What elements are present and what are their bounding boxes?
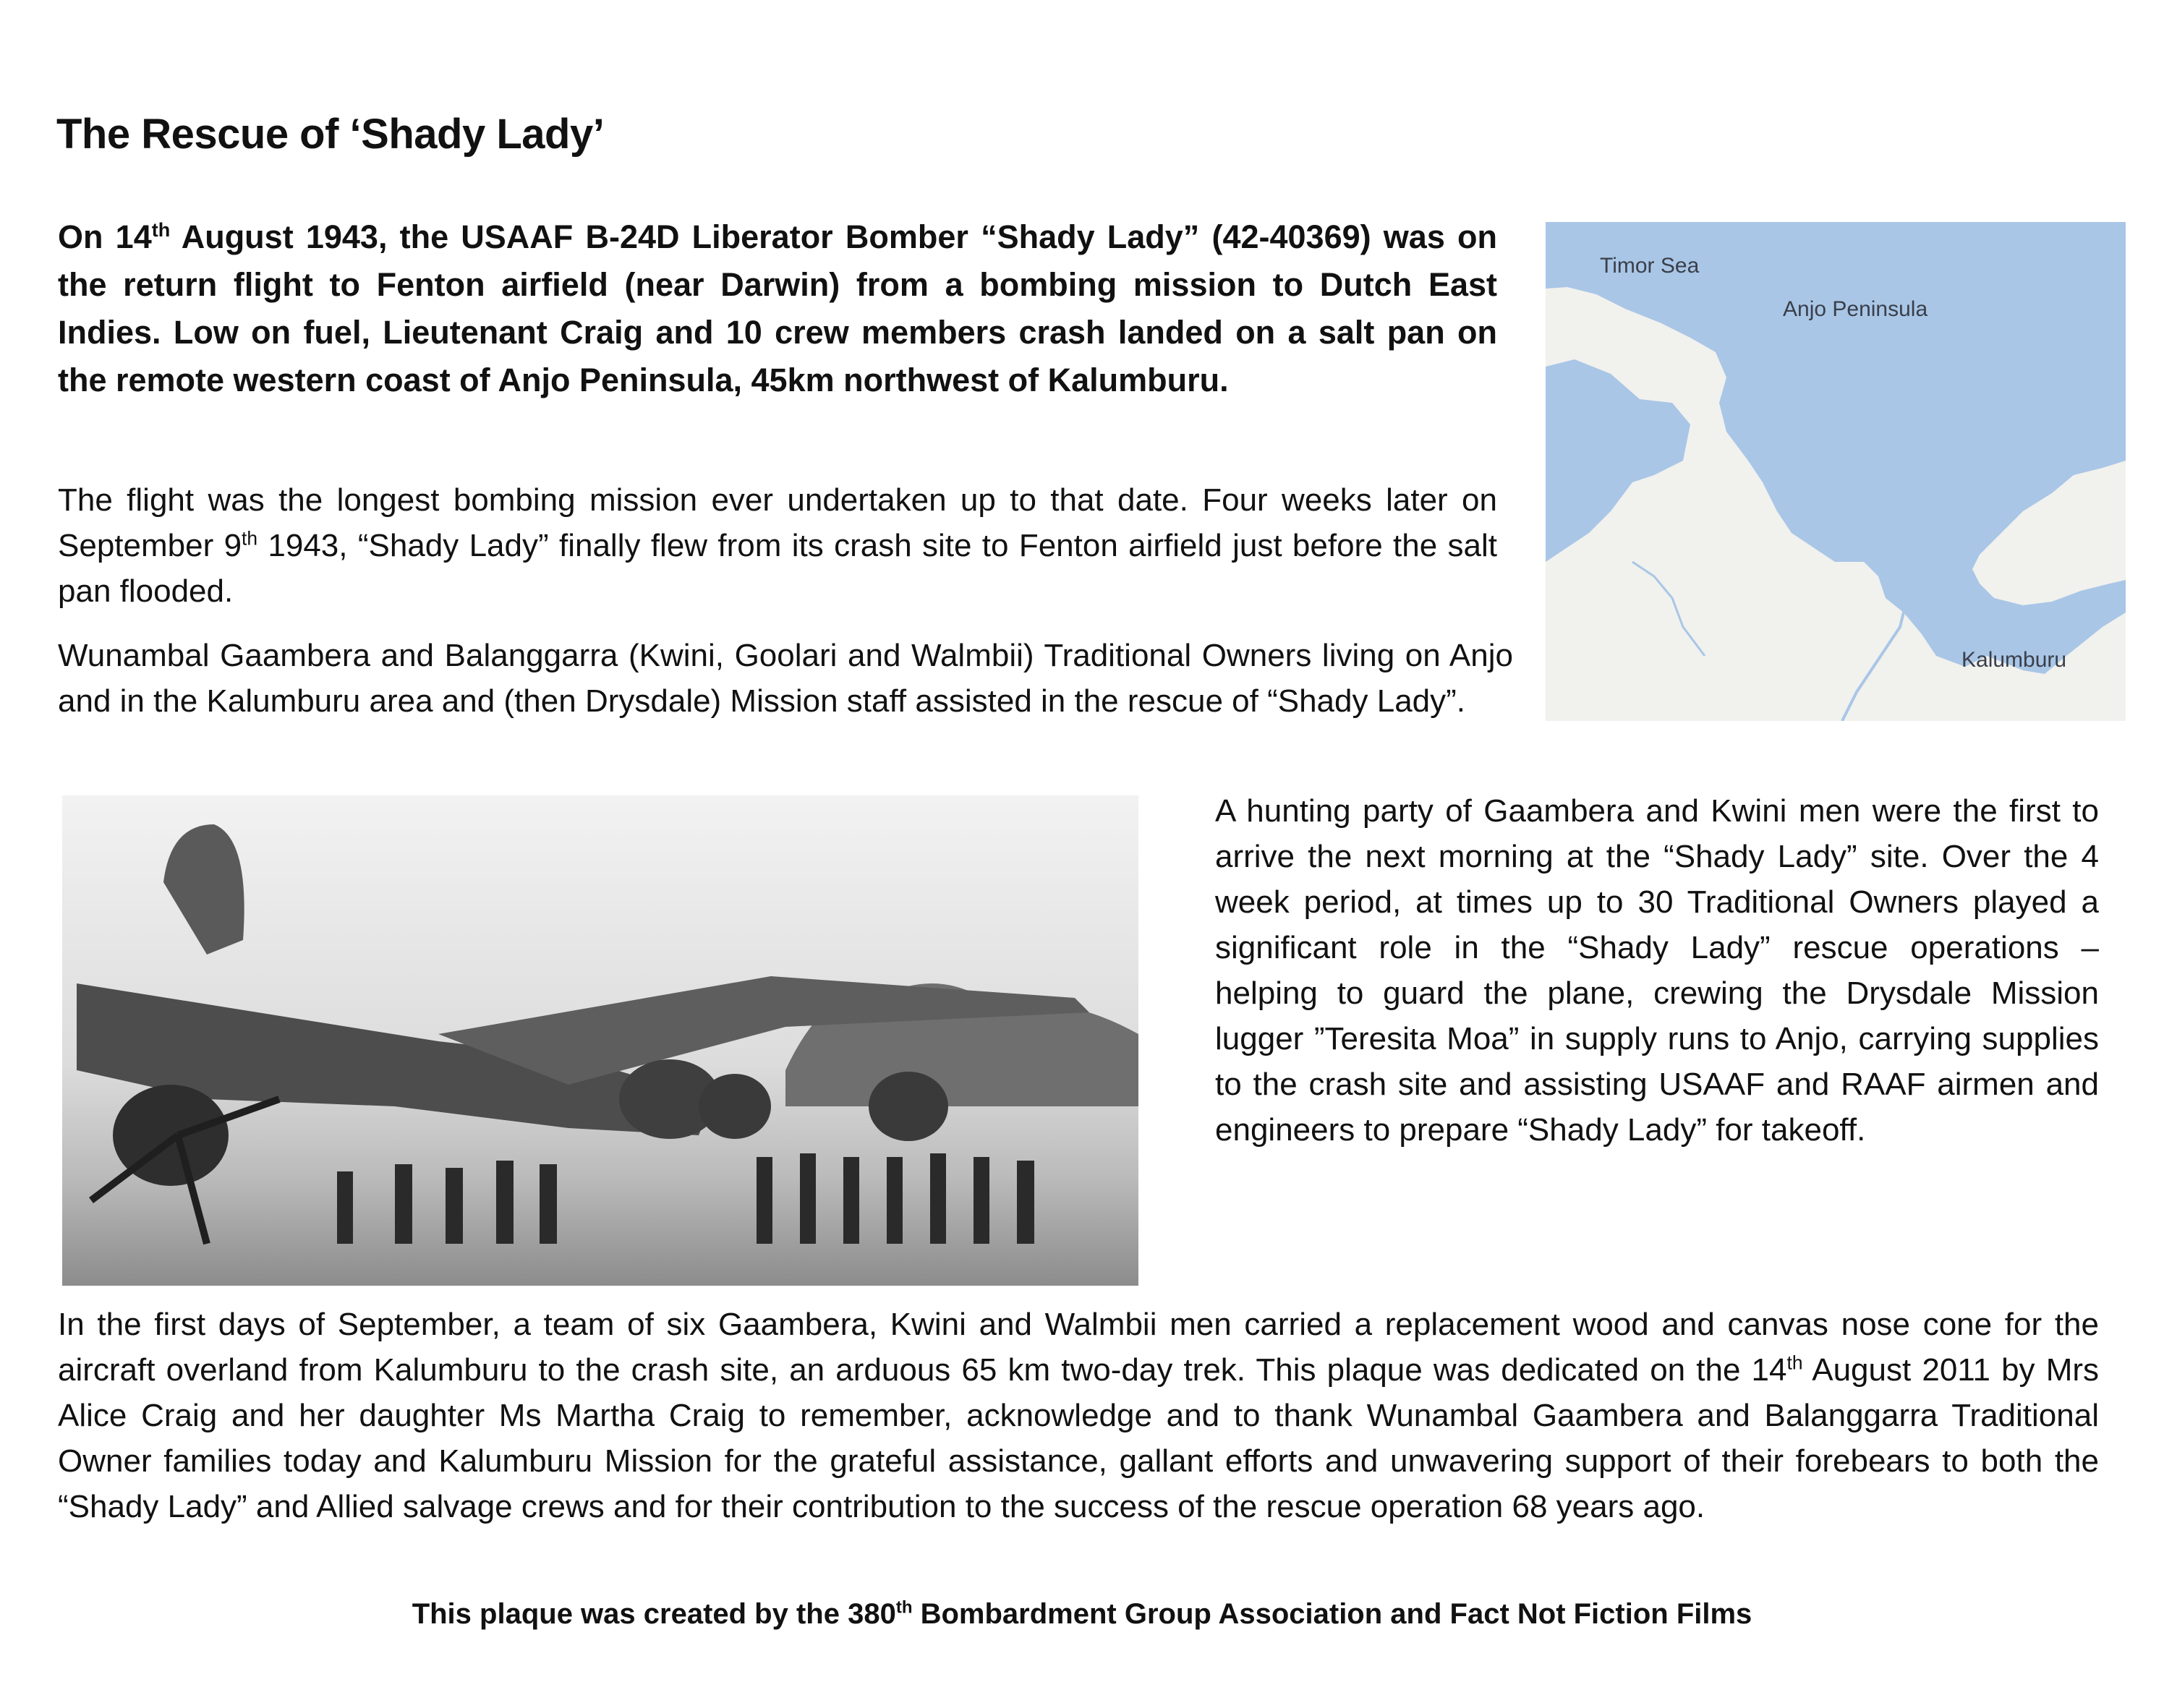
credit-text-end: Bombardment Group Association and Fact Not Fiction Films — [912, 1598, 1752, 1630]
flight-text-start: The flight was the longest bombing mission ever undertaken up to that date. Four weeks later on September 9 — [58, 482, 1497, 563]
dedication-text-end: August 2011 by Mrs Alice Craig and her daughter Ms Martha Craig to remember, acknowledge and to thank Wunambal Gaambera and Balanggarra Traditional Owner families today and Kalumburu Mission for the grateful assistance, gallant efforts and unwavering support of their forebears to both the “Shady Lady” and Allied salvage crews and for their contribution to the success of the rescue operation 68 years ago. — [58, 1352, 2099, 1524]
flight-superscript: th — [242, 527, 258, 550]
crew-member — [930, 1153, 946, 1244]
crew-member — [496, 1161, 514, 1244]
intro-text-end: August 1943, the USAAF B-24D Liberator Bomber “Shady Lady” (42-40369) was on the return flight to Fenton airfield (near Darwin) from a bombing mission to Dutch East Indies. Low on fuel, Lieutenant Craig and 10 crew members crash landed on a salt pan on the remote western coast of Anjo Peninsula, 45km northwest of Kalumburu. — [58, 218, 1497, 398]
map-label-kalumburu: Kalumburu — [1961, 648, 2067, 672]
flight-text-end: 1943, “Shady Lady” finally flew from its crash site to Fenton airfield just before the salt pan flooded. — [58, 528, 1497, 609]
hunting-party-paragraph: A hunting party of Gaambera and Kwini men were the first to arrive the next morning at the “Shady Lady” site. Over the 4 week period, at times up to 30 Traditional Owners played a significant role in the “Shady Lady” rescue operations – helping to guard the plane, crewing the Drysdale Mission lugger ”Teresita Moa” in supply runs to Anjo, carrying supplies to the crash site and assisting USAAF and RAAF airmen and engineers to prepare “Shady Lady” for takeoff. — [1215, 793, 2099, 1148]
credit-text-start: This plaque was created by the 380 — [412, 1598, 896, 1630]
crew-member — [1017, 1161, 1034, 1244]
intro-paragraph — [58, 213, 1497, 404]
crew-member — [757, 1157, 772, 1244]
intro-superscript: th — [151, 219, 171, 241]
crew-member — [395, 1164, 412, 1244]
shady-lady-photo — [62, 795, 1138, 1286]
dedication-superscript: th — [1786, 1352, 1803, 1374]
crew-member — [540, 1164, 557, 1244]
dedication-text-start: In the first days of September, a team of six Gaambera, Kwini and Walmbii men carried a replacement wood and canvas nose cone for the aircraft overland from Kalumburu to the crash site, an arduous 65 km two-day trek. This plaque was dedicated on the 14 — [58, 1307, 2099, 1388]
crew-member — [446, 1168, 463, 1244]
crew-member — [974, 1157, 989, 1244]
photo-engine-center — [699, 1074, 771, 1139]
photo-engine-right — [869, 1072, 948, 1141]
page-title: The Rescue of ‘Shady Lady’ — [56, 111, 605, 158]
intro-text-start: On 14 — [58, 218, 152, 255]
crew-member — [337, 1171, 353, 1244]
traditional-owners-paragraph: Wunambal Gaambera and Balanggarra (Kwini, Goolari and Walmbii) Traditional Owners living on Anjo and in the Kalumburu area and (then Drysdale) Mission staff assisted in the rescue of “Shady Lady”. — [58, 638, 1513, 719]
dedication-paragraph — [58, 1302, 2099, 1529]
flight-paragraph — [58, 477, 1497, 614]
crew-member — [843, 1157, 859, 1244]
anjo-peninsula-map — [1546, 222, 2126, 721]
map-label-anjo-peninsula: Anjo Peninsula — [1783, 297, 1928, 321]
crew-member — [887, 1157, 903, 1244]
plaque-credit — [0, 1598, 2164, 1631]
credit-superscript: th — [895, 1597, 913, 1618]
map-label-timor-sea: Timor Sea — [1600, 254, 1700, 278]
crew-member — [800, 1153, 816, 1244]
